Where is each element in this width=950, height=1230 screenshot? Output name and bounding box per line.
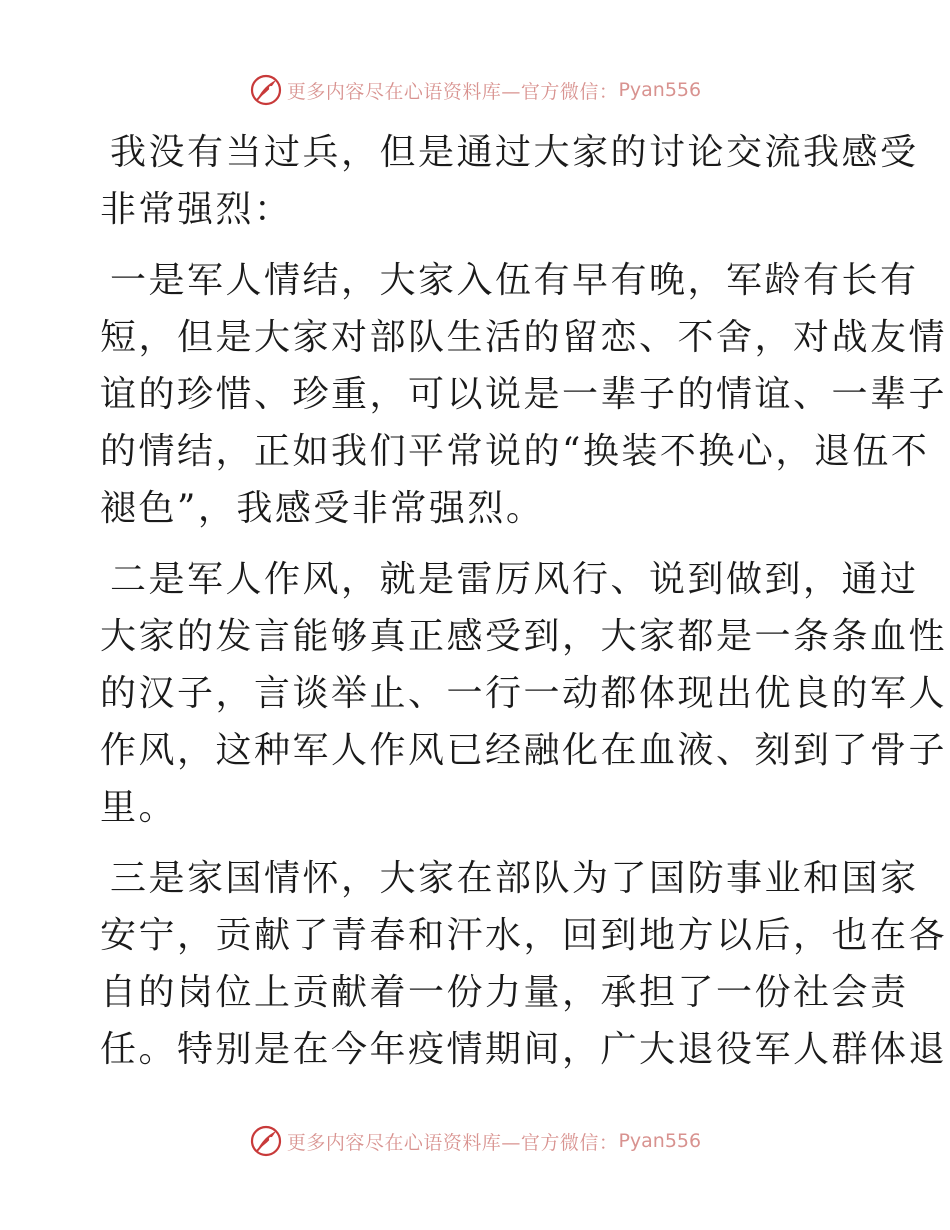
wechat-label: 官方微信： — [520, 80, 619, 103]
text-line: 非常强烈： — [100, 189, 293, 230]
text-line: 二是军人作风，就是雷厉风行、说到做到，通过 — [110, 559, 919, 600]
feather-pen-logo-icon — [249, 1124, 283, 1158]
text-line: 作风，这种军人作风已经融化在血液、刻到了骨子 — [100, 730, 948, 771]
text-line: 里。 — [100, 787, 178, 828]
document-body — [100, 124, 948, 1092]
paragraph-point-one — [100, 252, 948, 537]
text-line: 谊的珍惜、珍重，可以说是一辈子的情谊、一辈子 — [100, 374, 948, 415]
wechat-label: 官方微信： — [520, 1131, 619, 1154]
promo-text: 更多内容尽在心语资料库— — [286, 80, 521, 103]
promo-text: 更多内容尽在心语资料库— — [286, 1131, 521, 1154]
text-line: 的汉子，言谈举止、一行一动都体现出优良的军人 — [100, 673, 948, 714]
paragraph-point-three — [100, 850, 948, 1078]
text-line: 安宁，贡献了青春和汗水，回到地方以后，也在各 — [100, 915, 948, 956]
text-line: 我没有当过兵，但是通过大家的讨论交流我感受 — [110, 132, 919, 173]
text-line: 三是家国情怀，大家在部队为了国防事业和国家 — [110, 858, 919, 899]
text-line: 任。特别是在今年疫情期间，广大退役军人群体退 — [100, 1029, 948, 1070]
text-line: 褪色”，我感受非常强烈。 — [100, 488, 545, 529]
text-line: 的情结，正如我们平常说的“换装不换心，退伍不 — [100, 431, 930, 472]
text-line: 短，但是大家对部队生活的留恋、不舍，对战友情 — [100, 317, 948, 358]
feather-pen-logo-icon — [249, 73, 283, 107]
footer-banner — [0, 1121, 950, 1161]
paragraph-point-two — [100, 551, 948, 836]
wechat-id: Pyan556 — [618, 79, 702, 101]
header-banner — [0, 70, 950, 110]
text-line: 一是军人情结，大家入伍有早有晚，军龄有长有 — [110, 260, 919, 301]
paragraph-intro — [100, 124, 919, 238]
text-line: 自的岗位上贡献着一份力量，承担了一份社会责 — [100, 972, 909, 1013]
wechat-id: Pyan556 — [618, 1130, 702, 1152]
text-line: 大家的发言能够真正感受到，大家都是一条条血性 — [100, 616, 948, 657]
